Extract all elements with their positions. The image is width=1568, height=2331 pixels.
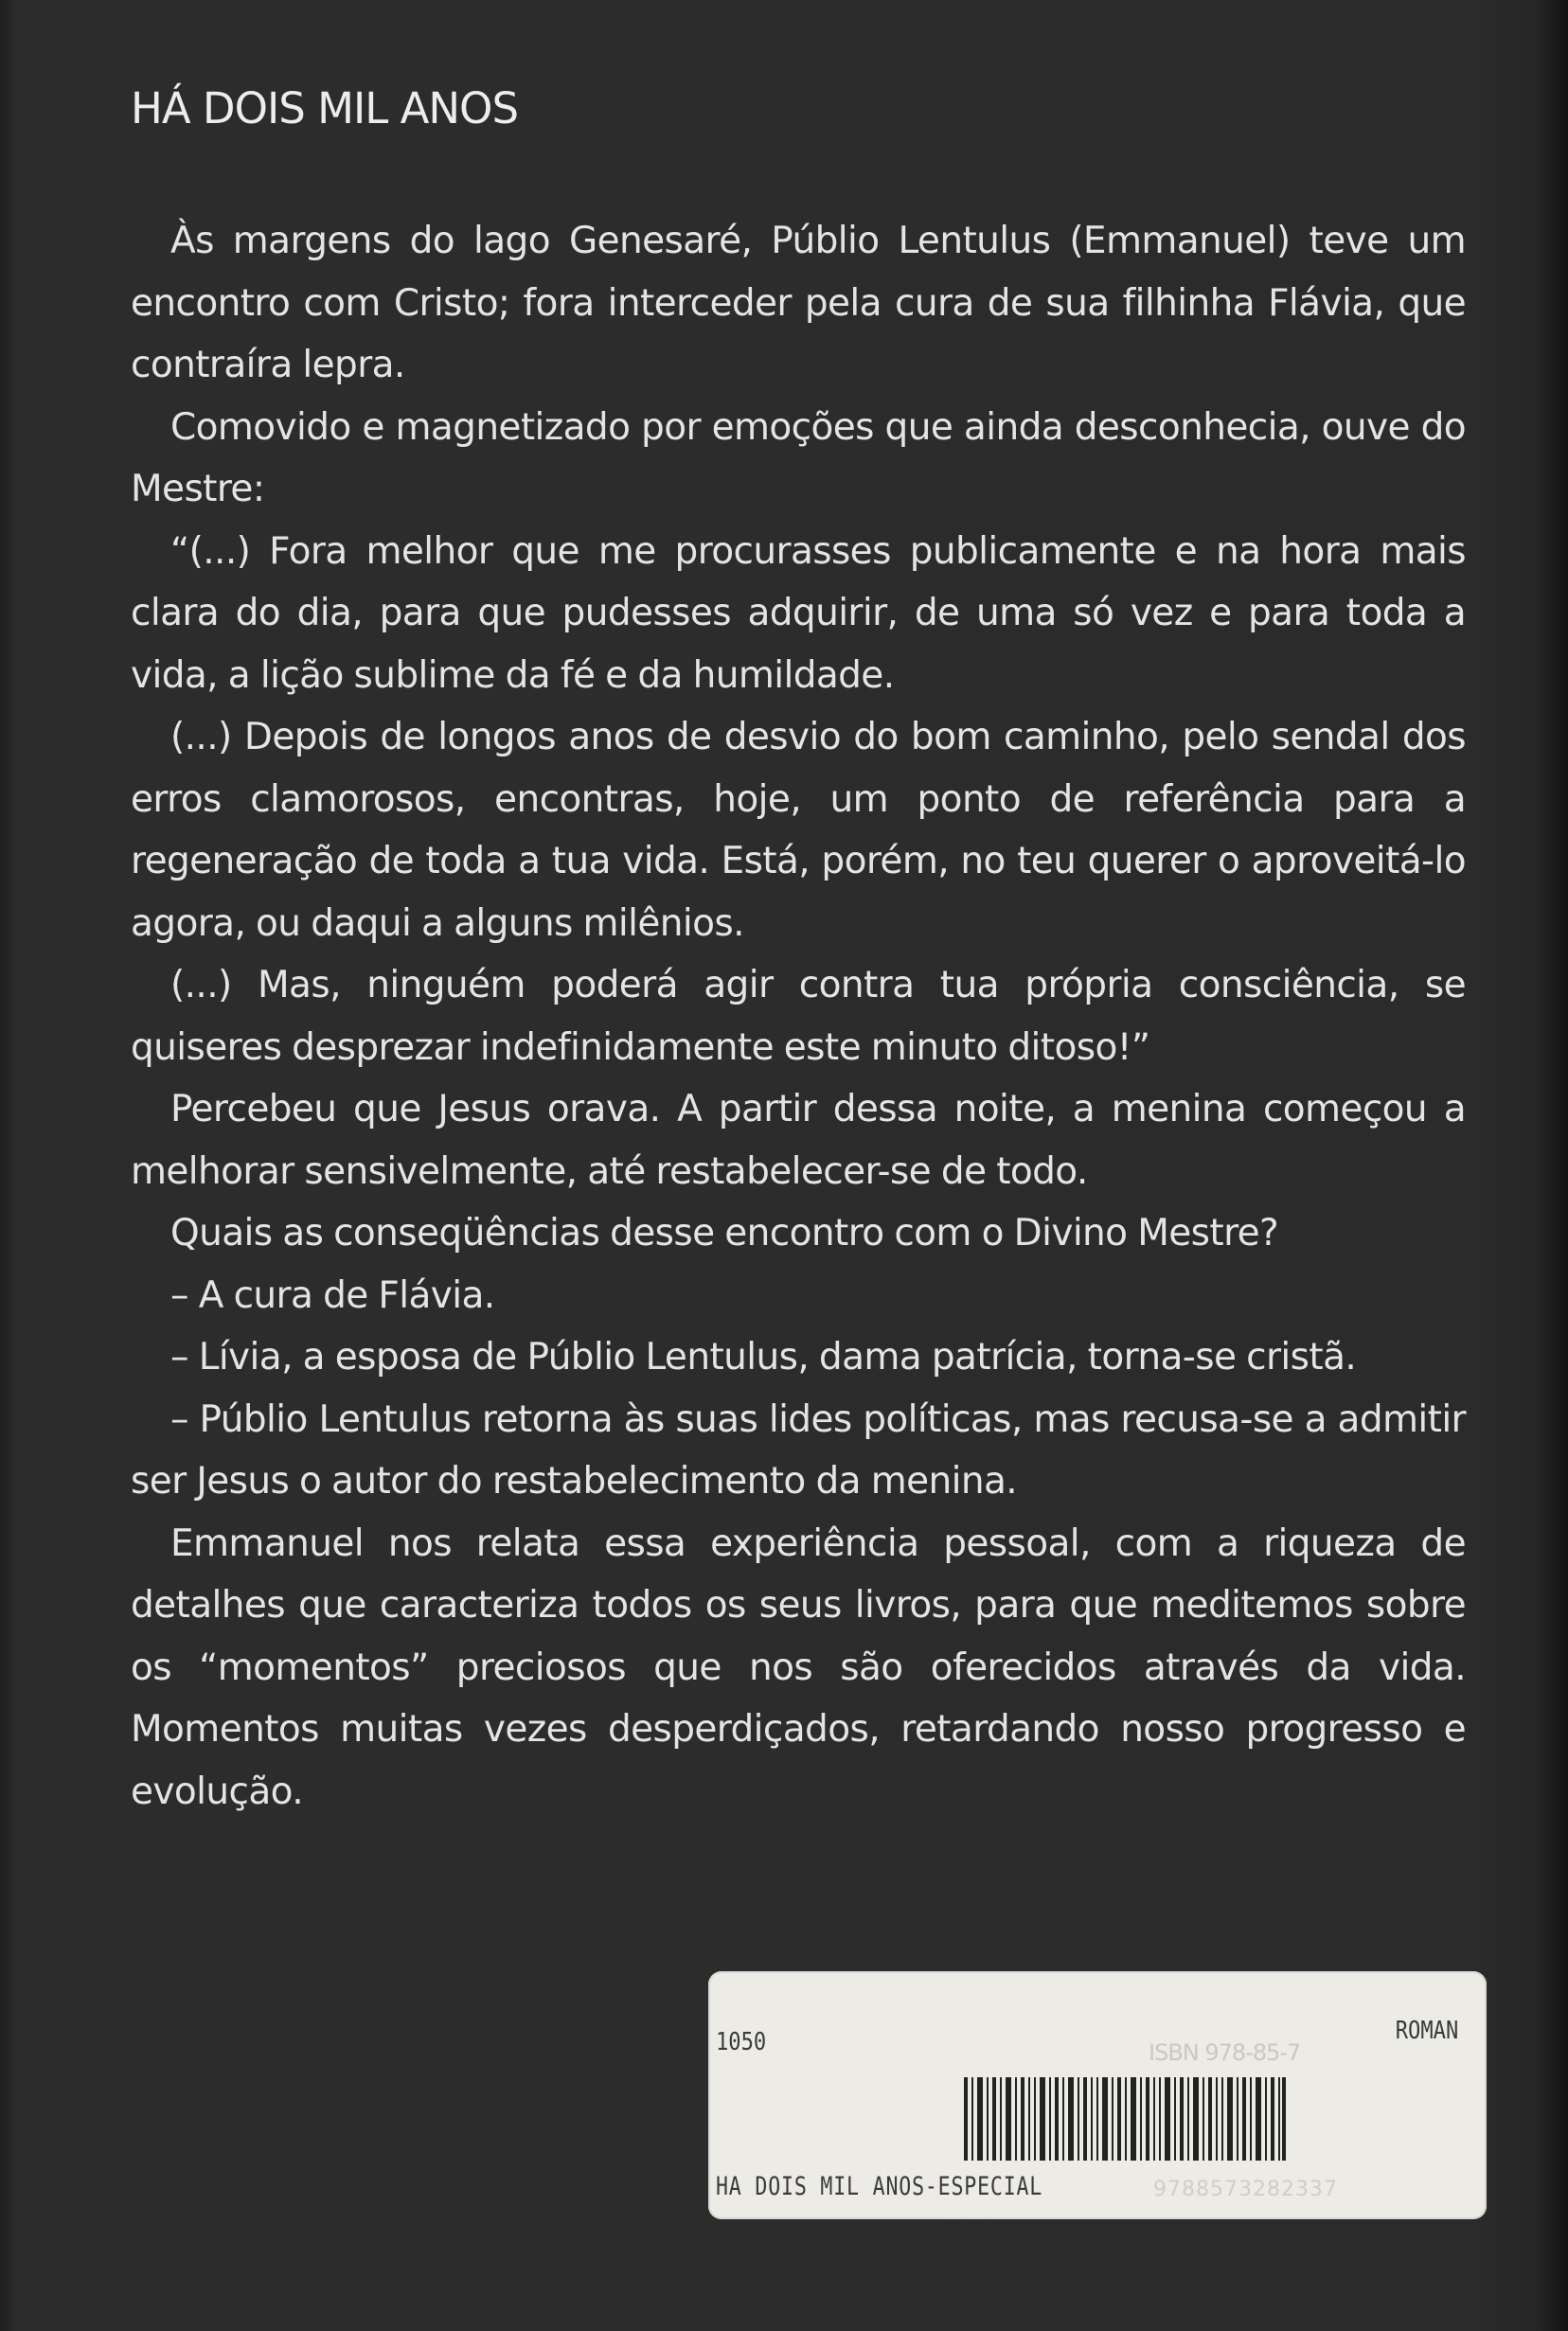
- paragraph: Comovido e magnetizado por emoções que ainda desconhecia, ouve do Mestre:: [131, 405, 1466, 510]
- paragraph: Percebeu que Jesus orava. A partir dessa noite, a menina começou a melhorar sensivelmente, até restabelecer-se de todo.: [131, 1088, 1466, 1193]
- label-code: 1050: [716, 2028, 767, 2056]
- paragraph: – Lívia, a esposa de Públio Lentulus, dama patrícia, torna-se cristã.: [170, 1336, 1357, 1379]
- library-label: [708, 1971, 1487, 2219]
- label-isbn-number: 9788573282337: [1153, 2178, 1338, 2201]
- paragraph: Às margens do lago Genesaré, Públio Lentulus (Emmanuel) teve um encontro com Cristo; fora interceder pela cura de sua filhinha Flávia, que contraíra lepra.: [131, 220, 1466, 386]
- barcode-icon: [964, 2077, 1286, 2161]
- paragraph: – Públio Lentulus retorna às suas lides políticas, mas recusa-se a admitir ser Jesus o autor do restabelecimento da menina.: [131, 1397, 1466, 1503]
- paragraph: (...) Depois de longos anos de desvio do bom caminho, pelo sendal dos erros clamorosos, encontras, hoje, um ponto de referência para a regeneração de toda a tua vida. Está, porém, no teu querer o aproveitá-lo agora, ou daqui a alguns milênios.: [131, 716, 1466, 945]
- synopsis-text: [131, 210, 1466, 1823]
- label-category: ROMAN: [1395, 2017, 1458, 2045]
- spine-edge: [1540, 0, 1568, 2331]
- paragraph: (...) Mas, ninguém poderá agir contra tua própria consciência, se quiseres desprezar indefinidamente este minuto ditoso!”: [131, 964, 1466, 1069]
- paragraph: Quais as conseqüências desse encontro com o Divino Mestre?: [170, 1212, 1279, 1254]
- label-book-title: HA DOIS MIL ANOS-ESPECIAL: [716, 2172, 1043, 2201]
- paragraph: – A cura de Flávia.: [170, 1273, 495, 1317]
- book-title: HÁ DOIS MIL ANOS: [131, 83, 519, 133]
- paragraph: “(...) Fora melhor que me procurasses publicamente e na hora mais clara do dia, para que pudesses adquirir, de uma só vez e para toda a vida, a lição sublime da fé e da humildade.: [131, 529, 1466, 697]
- paragraph: Emmanuel nos relata essa experiência pessoal, com a riqueza de detalhes que caracteriza todos os seus livros, para que meditemos sobre os “momentos” preciosos que nos são oferecidos através da vida. Momentos muitas vezes desperdiçados, retardando nosso progresso e evolução.: [131, 1521, 1466, 1813]
- label-isbn-faded: ISBN 978-85-7: [1149, 2039, 1301, 2066]
